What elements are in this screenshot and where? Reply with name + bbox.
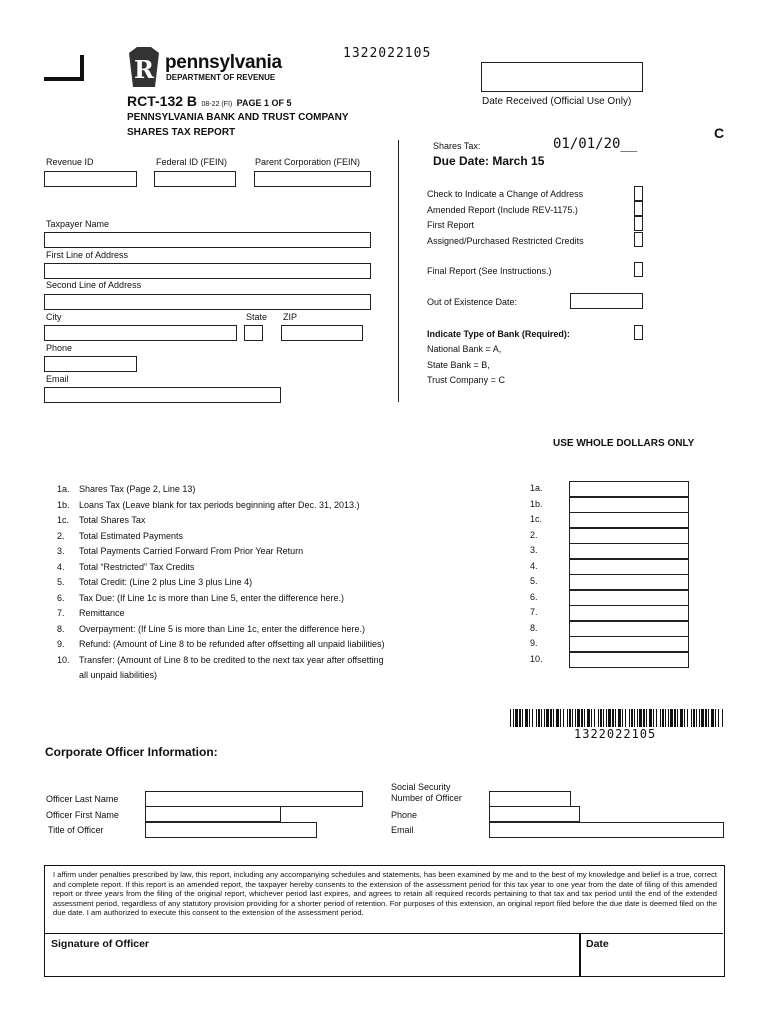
officer-first-name-field[interactable] — [145, 806, 281, 822]
officer-first-name-label: Officer First Name — [46, 810, 119, 820]
line-num: 5. — [57, 577, 65, 587]
line-row — [0, 481, 770, 497]
bank-national: National Bank = A, — [427, 344, 502, 354]
line-num-right: 4. — [530, 560, 538, 571]
officer-email-label: Email — [391, 825, 414, 835]
form-id-line — [127, 93, 292, 111]
address2-label: Second Line of Address — [46, 280, 142, 290]
corner-letter: C — [714, 125, 725, 141]
line-text: Transfer: (Amount of Line 8 to be credited to the next tax year after offsetting — [79, 654, 384, 665]
zip-field[interactable] — [281, 325, 363, 341]
officer-last-name-field[interactable] — [145, 791, 363, 807]
amended-checkbox[interactable] — [634, 201, 643, 216]
date-label: Date — [586, 938, 609, 950]
bank-trust: Trust Company = C — [427, 375, 505, 385]
line-num: 3. — [57, 546, 65, 556]
line-items — [0, 481, 770, 701]
line-row — [0, 574, 770, 590]
federal-id-field[interactable] — [154, 171, 236, 187]
city-label: City — [46, 312, 62, 322]
line-num: 2. — [57, 530, 65, 541]
signature-divider — [579, 934, 581, 976]
officer-title-field[interactable] — [145, 822, 317, 838]
line10-continuation: all unpaid liabilities) — [79, 670, 158, 680]
line-amount-field[interactable] — [569, 590, 689, 606]
form-id: RCT-132 B — [127, 93, 198, 109]
line-num: 6. — [57, 592, 65, 603]
due-date: Due Date: March 15 — [433, 154, 545, 168]
officer-section-title: Corporate Officer Information: — [45, 745, 218, 759]
line-num: 8. — [57, 623, 65, 634]
line-num-right: 2. — [530, 529, 538, 540]
address1-field[interactable] — [44, 263, 371, 279]
whole-dollars-note: USE WHOLE DOLLARS ONLY — [553, 438, 695, 449]
shares-tax-period: 01/01/20__ — [553, 136, 638, 152]
line-row — [0, 559, 770, 575]
shares-tax-label: Shares Tax: — [433, 141, 481, 151]
officer-phone-label: Phone — [391, 810, 418, 820]
parent-corp-label: Parent Corporation (FEIN) — [255, 157, 361, 167]
ssn-label-line2: Number of Officer — [391, 793, 462, 803]
final-report-checkbox[interactable] — [634, 262, 643, 277]
line-text: Total Credit: (Line 2 plus Line 3 plus Line 4) — [79, 577, 253, 587]
line-amount-field[interactable] — [569, 481, 689, 497]
line-text: Loans Tax (Leave blank for tax periods beginning after Dec. 31, 2013.) — [79, 499, 360, 510]
svg-text:R: R — [134, 55, 154, 84]
assigned-label: Assigned/Purchased Restricted Credits — [427, 236, 584, 246]
barcode-number: 1322022105 — [574, 727, 657, 741]
zip-label: ZIP — [283, 312, 298, 322]
state-field[interactable] — [244, 325, 263, 341]
change-address-label: Check to Indicate a Change of Address — [427, 189, 584, 199]
line-row — [0, 605, 770, 621]
taxpayer-name-field[interactable] — [44, 232, 371, 248]
amended-label: Amended Report (Include REV-1175.) — [427, 205, 578, 215]
revenue-id-field[interactable] — [44, 171, 137, 187]
change-address-checkbox[interactable] — [634, 186, 643, 201]
bank-type-title: Indicate Type of Bank (Required): — [427, 329, 570, 339]
line-num-right: 8. — [530, 622, 538, 633]
date-received-label: Date Received (Official Use Only) — [482, 96, 632, 107]
signature-label: Signature of Officer — [51, 938, 150, 950]
line-row — [0, 636, 770, 652]
revenue-id-label: Revenue ID — [46, 157, 94, 167]
line-text: Refund: (Amount of Line 8 to be refunded after offsetting all unpaid liabilities) — [79, 639, 385, 649]
first-report-label: First Report — [427, 220, 475, 230]
line-num: 10. — [57, 654, 70, 665]
line-num-right: 1c. — [530, 514, 543, 524]
officer-title-label: Title of Officer — [48, 825, 104, 835]
line-num-right: 1b. — [530, 498, 543, 509]
signature-row — [45, 933, 723, 976]
line-num: 1a. — [57, 484, 70, 494]
line-num-right: 6. — [530, 591, 538, 602]
line-amount-field[interactable] — [569, 497, 689, 513]
federal-id-label: Federal ID (FEIN) — [156, 157, 228, 167]
line-num: 9. — [57, 639, 65, 649]
line-row — [0, 543, 770, 559]
line-amount-field[interactable] — [569, 605, 689, 621]
line-text: Tax Due: (If Line 1c is more than Line 5, enter the difference here.) — [79, 592, 344, 603]
doc-number-top: 1322022105 — [343, 46, 432, 61]
line-text: Overpayment: (If Line 5 is more than Line 1c, enter the difference here.) — [79, 623, 365, 634]
affirmation-text: I affirm under penalties prescribed by law, this report, including any accompanying schedules and statements, has been examined by me and to the best of my knowledge and belief is a true, correct and complete report. If this report is an amended report, the taxpayer hereby consents to the extension of the assessment period for this tax year to one year from the date of filing of this amended report or three years from the filing of the original report, whichever period last expires, and agrees to retain all required records pertaining to that tax and tax period until the end of the extended assessment period, regardless of any statutory provision providing for a shorter period of retention. For purposes of this extension, an original report filed before the due date is deemed filed on the due date. I am authorized to execute this consent to the extension of the assessment period. — [53, 870, 717, 918]
line-row — [0, 621, 770, 637]
address2-field[interactable] — [44, 294, 371, 310]
vertical-divider — [398, 140, 399, 402]
taxpayer-name-label: Taxpayer Name — [46, 219, 110, 229]
line-num-right: 5. — [530, 576, 538, 586]
line-num-right: 10. — [530, 653, 543, 664]
line-row — [0, 528, 770, 544]
line-num-right: 3. — [530, 545, 538, 555]
ssn-field[interactable] — [489, 791, 571, 807]
line-amount-field[interactable] — [569, 636, 689, 652]
logo-dept: DEPARTMENT OF REVENUE — [166, 73, 276, 82]
line-text: Total Estimated Payments — [79, 530, 184, 541]
state-label: State — [246, 312, 268, 322]
date-received-box[interactable] — [481, 62, 643, 92]
affirmation-box — [44, 865, 725, 977]
email-label: Email — [46, 374, 69, 384]
line-amount-field[interactable] — [569, 652, 689, 668]
line-amount-field[interactable] — [569, 559, 689, 575]
line-row — [0, 652, 770, 668]
line-text: Total Shares Tax — [79, 515, 146, 525]
bank-state: State Bank = B, — [427, 360, 490, 370]
city-field[interactable] — [44, 325, 237, 341]
out-of-existence-field[interactable] — [570, 293, 643, 309]
line-text: Remittance — [79, 608, 125, 618]
form-title-line1: PENNSYLVANIA BANK AND TRUST COMPANY — [127, 112, 349, 123]
signature-field[interactable] — [51, 952, 573, 974]
bank-type-box[interactable] — [634, 325, 643, 340]
line-num: 1c. — [57, 515, 70, 525]
officer-phone-field[interactable] — [489, 806, 580, 822]
line-num-right: 9. — [530, 638, 538, 648]
page-label: PAGE 1 OF 5 — [236, 98, 292, 108]
form-version: 08-22 (FI) — [201, 101, 233, 108]
address1-label: First Line of Address — [46, 250, 129, 260]
officer-email-field[interactable] — [489, 822, 724, 838]
parent-corp-field[interactable] — [254, 171, 371, 187]
line-row — [0, 590, 770, 606]
logo-brand: pennsylvania — [165, 52, 282, 73]
line-text: Total Payments Carried Forward From Prior Year Return — [79, 546, 304, 556]
line-text: Total “Restricted” Tax Credits — [79, 561, 195, 572]
line-row — [0, 512, 770, 528]
email-field[interactable] — [44, 387, 281, 403]
assigned-checkbox[interactable] — [634, 232, 643, 247]
line-amount-field[interactable] — [569, 574, 689, 590]
form-title-line2: SHARES TAX REPORT — [127, 127, 236, 138]
registration-mark — [44, 55, 84, 81]
out-of-existence-label: Out of Existence Date: — [427, 297, 518, 307]
first-report-checkbox[interactable] — [634, 216, 643, 231]
phone-label: Phone — [46, 343, 73, 353]
date-field[interactable] — [586, 952, 716, 974]
line-num: 1b. — [57, 499, 70, 510]
line-amount-field[interactable] — [569, 621, 689, 637]
line-num: 4. — [57, 561, 65, 572]
line-row — [0, 497, 770, 513]
line-amount-field[interactable] — [569, 512, 689, 528]
phone-field[interactable] — [44, 356, 137, 372]
line-num-right: 7. — [530, 607, 538, 617]
line-text: Shares Tax (Page 2, Line 13) — [79, 484, 196, 494]
line-amount-field[interactable] — [569, 543, 689, 559]
line-num: 7. — [57, 608, 65, 618]
keystone-logo-icon — [127, 47, 161, 87]
line-amount-field[interactable] — [569, 528, 689, 544]
officer-last-name-label: Officer Last Name — [46, 794, 119, 804]
ssn-label-line1: Social Security — [391, 782, 451, 792]
line-num-right: 1a. — [530, 483, 543, 493]
final-report-label: Final Report (See Instructions.) — [427, 266, 552, 276]
